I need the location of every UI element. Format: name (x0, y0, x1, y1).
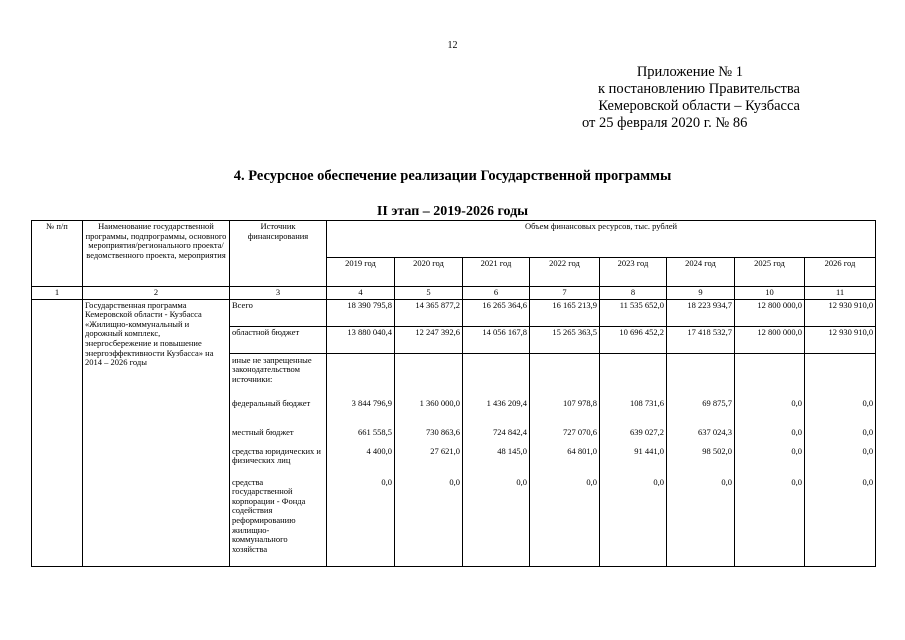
index-cell: 2 (83, 287, 230, 300)
source-label: местный бюджет (232, 426, 294, 437)
index-cell: 10 (735, 287, 805, 300)
value-cell: 0,0 (449, 476, 460, 487)
value-cell: 27 621,0 (430, 445, 460, 456)
header-year: 2025 год (735, 258, 805, 287)
value-cell: 0,0 (862, 445, 874, 456)
value-cell: 12 800 000,0 (735, 299, 805, 326)
index-cell: 8 (600, 287, 667, 300)
header-year: 2020 год (395, 258, 463, 287)
value-cell: 661 558,5 (358, 426, 392, 437)
value-cell: 17 418 532,7 (667, 326, 735, 353)
header-source: Источник финансирования (230, 221, 327, 287)
value-cell: 11 535 652,0 (600, 299, 667, 326)
value-cell: 12 800 000,0 (735, 326, 805, 353)
value-cell: 0,0 (516, 476, 527, 487)
value-cell: 16 265 364,6 (463, 299, 530, 326)
other-sources-label: иные не запрещенные законодательством источники: (232, 354, 312, 384)
source-label: федеральный бюджет (232, 397, 311, 408)
index-cell: 9 (667, 287, 735, 300)
header-name: Наименование государственной программы, подпрограммы, основного мероприятия/регионального проекта/ведомственного проекта, мероприятия (83, 221, 230, 287)
value-cell: 14 056 167,8 (463, 326, 530, 353)
year-column-cell (735, 353, 805, 566)
value-cell: 15 265 363,5 (530, 326, 600, 353)
source-cell: Всего (230, 299, 327, 326)
value-cell: 0,0 (791, 445, 802, 456)
value-cell: 18 390 795,8 (327, 299, 395, 326)
index-cell: 5 (395, 287, 463, 300)
appendix-line-3: Кемеровской области – Кузбасса (598, 98, 800, 114)
value-cell: 108 731,6 (630, 397, 664, 408)
value-cell: 69 875,7 (702, 397, 732, 408)
value-cell: 0,0 (862, 476, 874, 487)
header-year: 2023 год (600, 258, 667, 287)
value-cell: 12 930 910,0 (805, 299, 876, 326)
index-cell: 1 (32, 287, 83, 300)
value-cell: 0,0 (862, 426, 874, 437)
value-cell: 0,0 (381, 476, 392, 487)
value-cell: 0,0 (791, 476, 802, 487)
index-cell: 3 (230, 287, 327, 300)
value-cell: 0,0 (791, 426, 802, 437)
value-cell: 0,0 (586, 476, 597, 487)
header-year: 2024 год (667, 258, 735, 287)
index-cell: 4 (327, 287, 395, 300)
value-cell: 724 842,4 (493, 426, 527, 437)
appendix-line-2: к постановлению Правительства (598, 81, 800, 97)
appendix-line-1: Приложение № 1 (636, 64, 743, 80)
value-cell: 637 024,3 (698, 426, 732, 437)
value-cell: 0,0 (653, 476, 664, 487)
table-row (32, 299, 876, 326)
year-column-cell (395, 353, 463, 566)
index-cell: 11 (805, 287, 876, 300)
year-column-cell (805, 353, 876, 566)
value-cell: 0,0 (721, 476, 732, 487)
value-cell: 1 436 209,4 (486, 397, 527, 408)
stage-title: II этап – 2019-2026 годы (376, 204, 529, 219)
value-cell: 13 880 040,4 (327, 326, 395, 353)
document-title: 4. Ресурсное обеспечение реализации Государственной программы (233, 168, 672, 184)
header-row-1 (32, 221, 876, 258)
header-year: 2019 год (327, 258, 395, 287)
value-cell: 64 801,0 (567, 445, 597, 456)
value-cell: 91 441,0 (634, 445, 664, 456)
value-cell: 14 365 877,2 (395, 299, 463, 326)
value-cell: 4 400,0 (366, 445, 392, 456)
value-cell: 3 844 796,9 (351, 397, 392, 408)
value-cell: 730 863,6 (426, 426, 460, 437)
program-name: Государственная программа Кемеровской области - Кузбасса «Жилищно-коммунальный и дорожный комплекс, энергосбережение и повышение энергоэффективности Кузбасса» на 2014 – 2026 годы (83, 299, 230, 566)
value-cell: 98 502,0 (702, 445, 732, 456)
year-column-cell (600, 353, 667, 566)
header-num: № п/п (32, 221, 83, 287)
value-cell: 107 978,8 (563, 397, 597, 408)
year-column-cell (530, 353, 600, 566)
year-column-cell (327, 353, 395, 566)
source-label: средства юридических и физических лиц (232, 445, 321, 466)
index-cell: 6 (463, 287, 530, 300)
appendix-block (560, 64, 800, 132)
header-year: 2022 год (530, 258, 600, 287)
value-cell: 0,0 (862, 397, 874, 408)
appendix-line-4: от 25 февраля 2020 г. № 86 (582, 115, 748, 131)
resource-table (31, 220, 876, 567)
value-cell: 48 145,0 (497, 445, 527, 456)
header-index-row (32, 287, 876, 300)
value-cell: 639 027,2 (630, 426, 664, 437)
value-cell: 10 696 452,2 (600, 326, 667, 353)
row-number (32, 299, 83, 566)
value-cell: 727 070,6 (563, 426, 597, 437)
value-cell: 12 930 910,0 (805, 326, 876, 353)
value-cell: 1 360 000,0 (419, 397, 460, 408)
source-cell: областной бюджет (230, 326, 327, 353)
index-cell: 7 (530, 287, 600, 300)
page-number: 12 (447, 40, 458, 51)
value-cell: 0,0 (791, 397, 802, 408)
other-sources-cell (230, 353, 327, 566)
value-cell: 12 247 392,6 (395, 326, 463, 353)
value-cell: 18 223 934,7 (667, 299, 735, 326)
header-year: 2021 год (463, 258, 530, 287)
year-column-cell (667, 353, 735, 566)
header-year: 2026 год (805, 258, 876, 287)
source-label: средства государственной корпорации - Фонда содействия реформированию жилищно-коммунального хозяйства (232, 476, 306, 554)
value-cell: 16 165 213,9 (530, 299, 600, 326)
year-column-cell (463, 353, 530, 566)
header-volume: Объем финансовых ресурсов, тыс. рублей (327, 221, 876, 258)
